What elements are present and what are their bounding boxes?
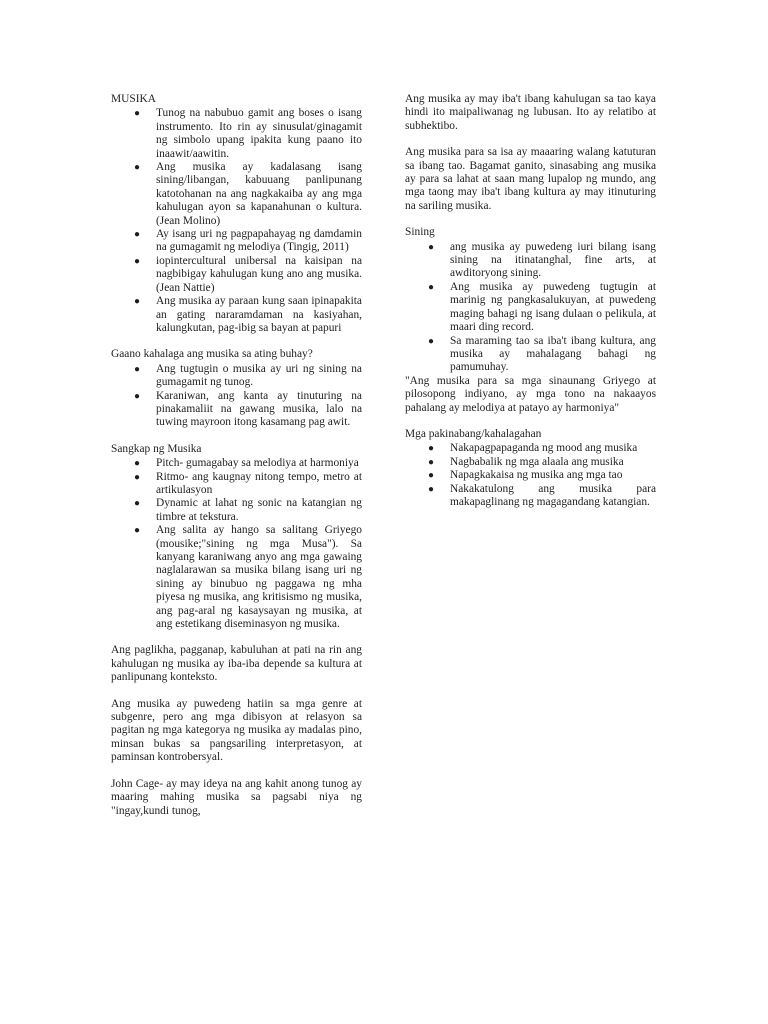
list-item: ● Napagkakaisa ng musika ang mga tao bbox=[428, 469, 623, 482]
section-heading-sining: Sining bbox=[405, 226, 435, 239]
list-item: ● ang musika ay puwedeng iuri bilang isang sining na itinatanghal, fine arts, at awditoryong sining. bbox=[428, 240, 656, 280]
musika-list bbox=[111, 107, 362, 335]
bullet-icon: ● bbox=[134, 390, 141, 402]
sining-list bbox=[405, 241, 656, 375]
bullet-icon: ● bbox=[134, 458, 141, 470]
paragraph: Ang musika ay may iba't ibang kahulugan sa tao kaya hindi ito maipaliwanag ng lubusan. Ito ay relatibo at subhektibo. bbox=[405, 93, 656, 132]
list-item: ● Pitch- gumagabay sa melodiya at harmoniya bbox=[134, 457, 359, 470]
bullet-icon: ● bbox=[428, 335, 435, 347]
bullet-icon: ● bbox=[428, 470, 435, 482]
bullet-icon: ● bbox=[428, 456, 435, 468]
section-heading-musika: MUSIKA bbox=[111, 93, 156, 105]
list-item: ● Ang musika ay paraan kung saan ipinapakita an gating nararamdaman na kasiyahan, kalungkutan, pag-ibig sa bayan at papuri bbox=[134, 295, 362, 334]
list-item: ● Ritmo- ang kaugnay nitong tempo, metro at artikulasyon bbox=[134, 470, 362, 496]
list-item: ● Nakakatulong ang musika para makapaglinang ng magagandang katangian. bbox=[428, 482, 656, 508]
list-item: ● Nagbabalik ng mga alaala ang musika bbox=[428, 455, 624, 468]
list-item: ● Karaniwan, ang kanta ay tinuturing na pinakamaliit na gawang musika, lalo na tuwing mayroon itong kasamang pag awit. bbox=[134, 389, 362, 429]
bullet-icon: ● bbox=[428, 443, 435, 455]
halaga-list bbox=[111, 363, 362, 430]
bullet-icon: ● bbox=[428, 281, 435, 293]
bullet-icon: ● bbox=[428, 483, 435, 495]
right-column bbox=[405, 93, 656, 509]
bullet-icon: ● bbox=[428, 241, 435, 253]
paragraph: Ang paglikha, pagganap, kabuluhan at pati na rin ang kahulugan ng musika ay iba-iba depende sa kultura at panlipunang konteksto. bbox=[111, 644, 362, 684]
list-item: ● Dynamic at lahat ng sonic na katangian ng timbre at tekstura. bbox=[134, 497, 362, 523]
list-item: ● Sa maraming tao sa iba't ibang kultura, ang musika ay mahalagang bahagi ng pamumuhay. bbox=[428, 334, 656, 374]
bullet-icon: ● bbox=[134, 471, 141, 483]
paragraph: John Cage- ay may ideya na ang kahit anong tunog ay maaring mahing musika sa pagsabi niya ng "ingay,kundi tunog, bbox=[111, 777, 362, 817]
section-heading-sangkap: Sangkap ng Musika bbox=[111, 442, 202, 455]
list-item: ● Ang musika ay puwedeng tugtugin at marinig ng pangkasalukuyan, at puwedeng maging bahagi ng isang dulaan o pelikula, at maari ding record. bbox=[428, 280, 656, 334]
bullet-icon: ● bbox=[134, 525, 141, 537]
list-item: ● Nakapagpapaganda ng mood ang musika bbox=[428, 442, 638, 455]
list-item: ● iopintercultural unibersal na kaisipan na nagbibigay kahulugan kung ano ang musika. (Jean Nattie) bbox=[134, 254, 362, 294]
section-heading-pakinabang: Mga pakinabang/kahalagahan bbox=[405, 427, 542, 440]
section-heading-halaga: Gaano kahalaga ang musika sa ating buhay? bbox=[111, 348, 313, 361]
bullet-icon: ● bbox=[134, 229, 141, 241]
bullet-icon: ● bbox=[134, 296, 141, 308]
bullet-icon: ● bbox=[134, 498, 141, 510]
left-column bbox=[111, 93, 362, 818]
list-item: ● Ang musika ay kadalasang isang sining/libangan, kabuuang panlipunang katotohanan na ang nagkakaiba ay ang mga kahulugan ayon sa kapanahunan o kultura. (Jean Molino) bbox=[134, 161, 362, 227]
bullet-icon: ● bbox=[134, 255, 141, 267]
list-item: ● Ang tugtugin o musika ay uri ng sining na gumagamit ng tunog. bbox=[134, 362, 362, 389]
bullet-icon: ● bbox=[134, 162, 141, 174]
pakinabang-list bbox=[405, 442, 656, 509]
sangkap-list bbox=[111, 457, 362, 631]
paragraph: Ang musika para sa isa ay maaaring walang katuturan sa ibang tao. Bagamat ganito, sinasabing ang musika ay para sa lahat at saan mang lupalop ng mundo, ang mga taong may iba't ibang kultura ay may itinuturing na sariling musika. bbox=[405, 146, 656, 212]
list-item: ● Ang salita ay hango sa salitang Griyego (mousike;"sining ng mga Musa"). Sa kanyang karaniwang anyo ang mga gawaing naglalarawan sa musika bilang isang uri ng sining ay binubuo ng paggawa ng mha piyesa ng musika, ang kritisismo ng musika, ang pag-aral ng kasaysayan ng musika, at ang estetikang diseminasyon ng musika. bbox=[134, 524, 362, 631]
bullet-icon: ● bbox=[134, 108, 141, 120]
list-item: ● Ay isang uri ng pagpapahayag ng damdamin na gumagamit ng melodiya (Tingig, 2011) bbox=[134, 228, 362, 254]
paragraph: Ang musika ay puwedeng hatiin sa mga genre at subgenre, pero ang mga dibisyon at relasyon sa pagitan ng mga kategorya ng musika ay madalas pino, minsan bukas sa pangsariling interpretasyon, at paminsan kontrobersyal. bbox=[111, 697, 362, 764]
list-item: ● Tunog na nabubuo gamit ang boses o isang instrumento. Ito rin ay sinusulat/ginagamit ng simbolo upang ipakita kung paano ito inaawit/aawitin. bbox=[134, 107, 362, 160]
bullet-icon: ● bbox=[134, 363, 141, 375]
quote-paragraph: "Ang musika para sa mga sinaunang Griyego at pilosopong indiyano, ay mga tono na nakaayos pahalang ay melodiya at patayo ay harmoniya" bbox=[405, 374, 656, 414]
